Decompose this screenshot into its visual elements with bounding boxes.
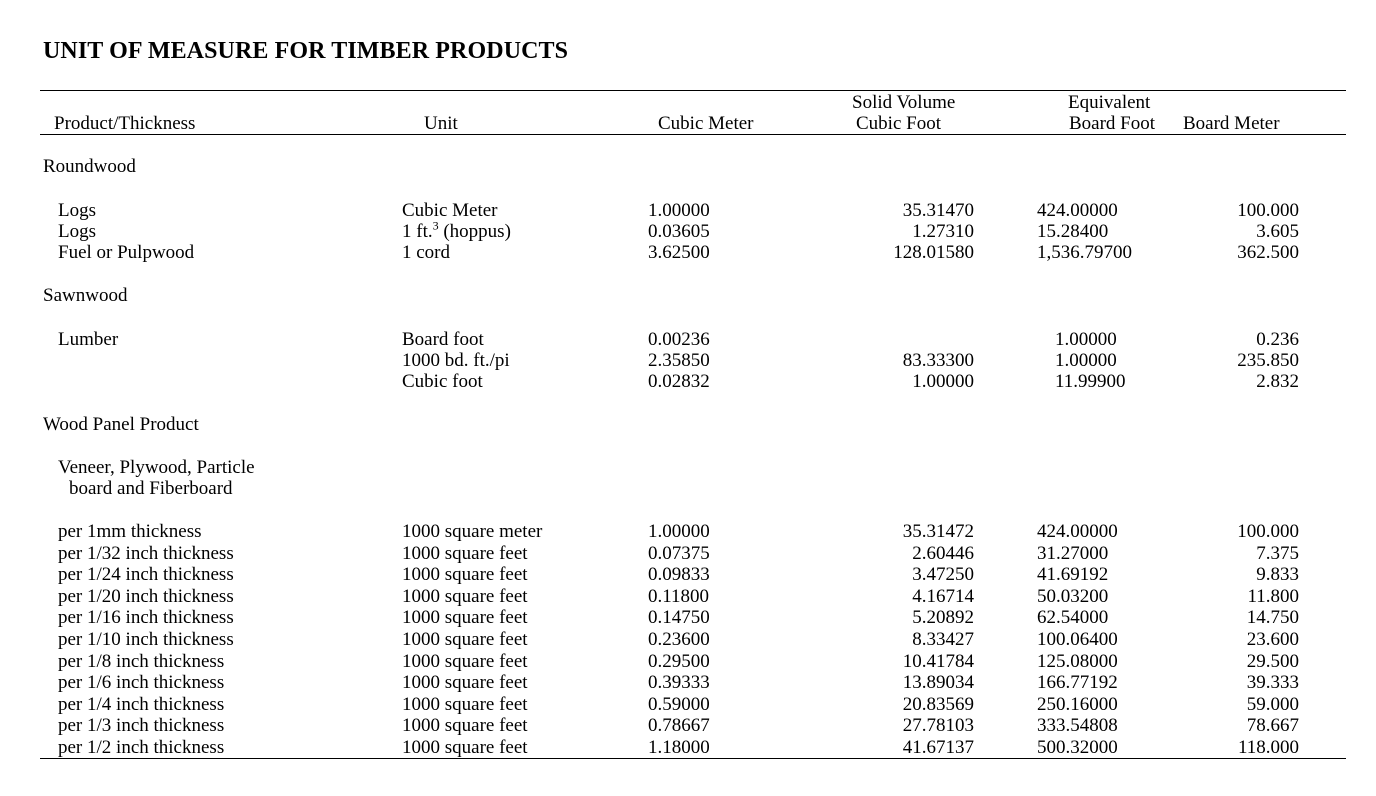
board-foot-cell: 424.00000 bbox=[1037, 200, 1118, 221]
board-meter-cell: 235.850 bbox=[1237, 350, 1299, 371]
unit-cell: Cubic Meter bbox=[402, 200, 498, 221]
section-sawnwood: Sawnwood bbox=[43, 285, 128, 306]
product-cell: per 1/4 inch thickness bbox=[58, 694, 225, 715]
unit-cell: 1000 square feet bbox=[402, 694, 528, 715]
cubic-meter-cell: 0.03605 bbox=[648, 221, 710, 242]
board-meter-cell: 362.500 bbox=[1237, 242, 1299, 263]
header-board-foot: Board Foot bbox=[1069, 113, 1156, 134]
product-cell: per 1/6 inch thickness bbox=[58, 672, 225, 693]
unit-cell: 1 cord bbox=[402, 242, 451, 263]
board-meter-cell: 23.600 bbox=[1246, 629, 1299, 650]
cubic-foot-cell: 8.33427 bbox=[912, 629, 974, 650]
unit-cell: 1000 square feet bbox=[402, 564, 528, 585]
cubic-meter-cell: 0.39333 bbox=[648, 672, 710, 693]
board-meter-cell: 78.667 bbox=[1246, 715, 1299, 736]
board-foot-cell: 424.00000 bbox=[1037, 521, 1118, 542]
unit-cell: 1000 bd. ft./pi bbox=[402, 350, 510, 371]
board-foot-cell: 250.16000 bbox=[1037, 694, 1118, 715]
cubic-foot-cell: 10.41784 bbox=[902, 651, 974, 672]
product-cell: Logs bbox=[58, 221, 96, 242]
unit-cell: 1000 square feet bbox=[402, 737, 528, 758]
board-meter-cell: 118.000 bbox=[1237, 737, 1299, 758]
product-cell: Lumber bbox=[58, 329, 119, 350]
cubic-foot-cell: 27.78103 bbox=[902, 715, 974, 736]
cubic-meter-cell: 0.07375 bbox=[648, 543, 710, 564]
board-foot-cell: 50.03200 bbox=[1037, 586, 1109, 607]
board-meter-cell: 11.800 bbox=[1247, 586, 1299, 607]
board-foot-cell: 1.00000 bbox=[1055, 329, 1117, 350]
section-wood-panel: Wood Panel Product bbox=[43, 414, 199, 435]
product-cell: per 1/16 inch thickness bbox=[58, 607, 234, 628]
product-cell: per 1mm thickness bbox=[58, 521, 202, 542]
unit-cell: Cubic foot bbox=[402, 371, 483, 392]
cubic-foot-cell: 20.83569 bbox=[902, 694, 974, 715]
unit-cell: 1000 square feet bbox=[402, 651, 528, 672]
unit-cell: Board foot bbox=[402, 329, 484, 350]
product-cell: per 1/2 inch thickness bbox=[58, 737, 225, 758]
board-meter-cell: 3.605 bbox=[1256, 221, 1299, 242]
board-meter-cell: 100.000 bbox=[1237, 521, 1299, 542]
cubic-foot-cell: 2.60446 bbox=[912, 543, 974, 564]
cubic-foot-cell: 35.31470 bbox=[902, 200, 974, 221]
board-foot-cell: 41.69192 bbox=[1037, 564, 1109, 585]
subsection-veneer-line1: Veneer, Plywood, Particle bbox=[58, 457, 255, 478]
cubic-foot-cell: 1.00000 bbox=[912, 371, 974, 392]
board-foot-cell: 31.27000 bbox=[1037, 543, 1109, 564]
board-foot-cell: 1,536.79700 bbox=[1037, 242, 1132, 263]
board-meter-cell: 0.236 bbox=[1256, 329, 1299, 350]
cubic-foot-cell: 35.31472 bbox=[902, 521, 974, 542]
cubic-meter-cell: 1.00000 bbox=[648, 521, 710, 542]
product-cell: per 1/20 inch thickness bbox=[58, 586, 234, 607]
cubic-meter-cell: 0.78667 bbox=[648, 715, 710, 736]
unit-cell: 1000 square feet bbox=[402, 715, 528, 736]
header-solid-volume: Solid Volume bbox=[852, 92, 956, 113]
cubic-meter-cell: 0.02832 bbox=[648, 371, 710, 392]
cubic-meter-cell: 3.62500 bbox=[648, 242, 710, 263]
board-foot-cell: 11.99900 bbox=[1055, 371, 1126, 392]
board-foot-cell: 500.32000 bbox=[1037, 737, 1118, 758]
unit-cell: 1000 square feet bbox=[402, 586, 528, 607]
cubic-meter-cell: 0.00236 bbox=[648, 329, 710, 350]
cubic-meter-cell: 0.23600 bbox=[648, 629, 710, 650]
cubic-meter-cell: 1.18000 bbox=[648, 737, 710, 758]
header-unit: Unit bbox=[424, 113, 458, 134]
header-cubic-meter: Cubic Meter bbox=[658, 113, 754, 134]
cubic-foot-cell: 3.47250 bbox=[912, 564, 974, 585]
subsection-veneer-line2: board and Fiberboard bbox=[69, 478, 233, 499]
board-meter-cell: 59.000 bbox=[1246, 694, 1299, 715]
cubic-foot-cell: 5.20892 bbox=[912, 607, 974, 628]
product-cell: Logs bbox=[58, 200, 96, 221]
cubic-foot-cell: 4.16714 bbox=[912, 586, 974, 607]
unit-cell: 1000 square feet bbox=[402, 607, 528, 628]
product-cell: per 1/24 inch thickness bbox=[58, 564, 234, 585]
cubic-meter-cell: 0.11800 bbox=[648, 586, 710, 607]
page-title: UNIT OF MEASURE FOR TIMBER PRODUCTS bbox=[43, 38, 569, 64]
board-meter-cell: 9.833 bbox=[1256, 564, 1299, 585]
cubic-meter-cell: 2.35850 bbox=[648, 350, 710, 371]
section-roundwood: Roundwood bbox=[43, 156, 136, 177]
cubic-meter-cell: 0.14750 bbox=[648, 607, 710, 628]
unit-cell: 1 ft.$^3$ (hoppus) bbox=[402, 218, 511, 242]
unit-cell: 1000 square feet bbox=[402, 672, 528, 693]
table-bottom-rule bbox=[40, 758, 1346, 759]
product-cell: per 1/10 inch thickness bbox=[58, 629, 234, 650]
cubic-foot-cell: 41.67137 bbox=[902, 737, 974, 758]
board-foot-cell: 125.08000 bbox=[1037, 651, 1118, 672]
unit-cell: 1000 square meter bbox=[402, 521, 543, 542]
header-equivalent: Equivalent bbox=[1068, 92, 1151, 113]
board-meter-cell: 29.500 bbox=[1246, 651, 1299, 672]
unit-cell: 1000 square feet bbox=[402, 629, 528, 650]
product-cell: per 1/3 inch thickness bbox=[58, 715, 225, 736]
board-foot-cell: 1.00000 bbox=[1055, 350, 1117, 371]
board-meter-cell: 2.832 bbox=[1256, 371, 1299, 392]
cubic-foot-cell: 128.01580 bbox=[893, 242, 974, 263]
board-foot-cell: 166.77192 bbox=[1037, 672, 1118, 693]
cubic-foot-cell: 83.33300 bbox=[902, 350, 974, 371]
cubic-foot-cell: 1.27310 bbox=[912, 221, 974, 242]
board-foot-cell: 333.54808 bbox=[1037, 715, 1118, 736]
header-cubic-foot: Cubic Foot bbox=[856, 113, 941, 134]
board-foot-cell: 100.06400 bbox=[1037, 629, 1118, 650]
board-meter-cell: 14.750 bbox=[1246, 607, 1299, 628]
product-cell: per 1/8 inch thickness bbox=[58, 651, 225, 672]
cubic-foot-cell: 13.89034 bbox=[902, 672, 974, 693]
header-bottom-rule bbox=[40, 134, 1346, 135]
board-meter-cell: 7.375 bbox=[1256, 543, 1299, 564]
cubic-meter-cell: 0.59000 bbox=[648, 694, 710, 715]
board-foot-cell: 62.54000 bbox=[1037, 607, 1109, 628]
table-top-rule bbox=[40, 90, 1346, 91]
unit-cell: 1000 square feet bbox=[402, 543, 528, 564]
header-product: Product/Thickness bbox=[54, 113, 196, 134]
cubic-meter-cell: 0.09833 bbox=[648, 564, 710, 585]
board-foot-cell: 15.28400 bbox=[1037, 221, 1109, 242]
header-board-meter: Board Meter bbox=[1183, 113, 1280, 134]
board-meter-cell: 100.000 bbox=[1237, 200, 1299, 221]
product-cell: per 1/32 inch thickness bbox=[58, 543, 234, 564]
cubic-meter-cell: 1.00000 bbox=[648, 200, 710, 221]
cubic-meter-cell: 0.29500 bbox=[648, 651, 710, 672]
product-cell: Fuel or Pulpwood bbox=[58, 242, 195, 263]
board-meter-cell: 39.333 bbox=[1246, 672, 1299, 693]
